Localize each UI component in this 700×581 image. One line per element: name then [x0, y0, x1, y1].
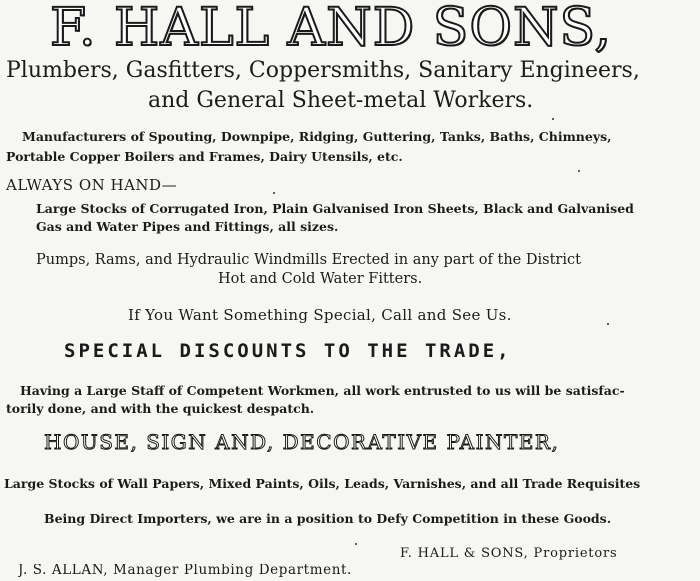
print-speck: [607, 323, 609, 325]
trades-line-2: and General Sheet-metal Workers.: [148, 90, 534, 112]
house-painter-text: HOUSE, SIGN AND, DECORATIVE PAINTER,: [44, 432, 560, 452]
trades-line-1: Plumbers, Gasfitters, Coppersmiths, Sanitary Engineers,: [6, 60, 640, 82]
always-on-hand-heading: ALWAYS ON HAND—: [6, 178, 178, 193]
print-speck: [552, 118, 554, 120]
want-something-special: If You Want Something Special, Call and See Us.: [128, 308, 512, 323]
print-speck: [273, 192, 275, 194]
staff-line-2: torily done, and with the quickest despatch.: [6, 403, 315, 416]
stocks-line-2: Gas and Water Pipes and Fittings, all sizes.: [36, 221, 339, 234]
direct-importers-line: Being Direct Importers, we are in a position to Defy Competition in these Goods.: [44, 513, 612, 526]
manufacturers-line-2: Portable Copper Boilers and Frames, Dairy Utensils, etc.: [6, 151, 403, 164]
pumps-line-1: Pumps, Rams, and Hydraulic Windmills Erected in any part of the District: [36, 253, 581, 268]
manager-line: J. S. ALLAN, Manager Plumbing Department.: [18, 564, 352, 578]
proprietors-line: F. HALL & SONS, Proprietors: [400, 547, 618, 560]
wall-papers-line: Large Stocks of Wall Papers, Mixed Paints, Oils, Leads, Varnishes, and all Trade Requisites: [4, 478, 641, 491]
print-speck: [355, 543, 357, 545]
manufacturers-line-1: Manufacturers of Spouting, Downpipe, Ridging, Guttering, Tanks, Baths, Chimneys,: [22, 131, 612, 144]
print-speck: [578, 170, 580, 172]
staff-line-1: Having a Large Staff of Competent Workmen, all work entrusted to us will be satisfac-: [20, 385, 625, 398]
stocks-line-1: Large Stocks of Corrugated Iron, Plain Galvanised Iron Sheets, Black and Galvanised: [36, 203, 634, 216]
house-painter-heading: [44, 432, 700, 452]
pumps-line-2: Hot and Cold Water Fitters.: [218, 272, 423, 287]
advert-title: F. HALL AND SONS,: [50, 2, 612, 54]
special-discounts-heading: SPECIAL DISCOUNTS TO THE TRADE,: [64, 342, 512, 361]
